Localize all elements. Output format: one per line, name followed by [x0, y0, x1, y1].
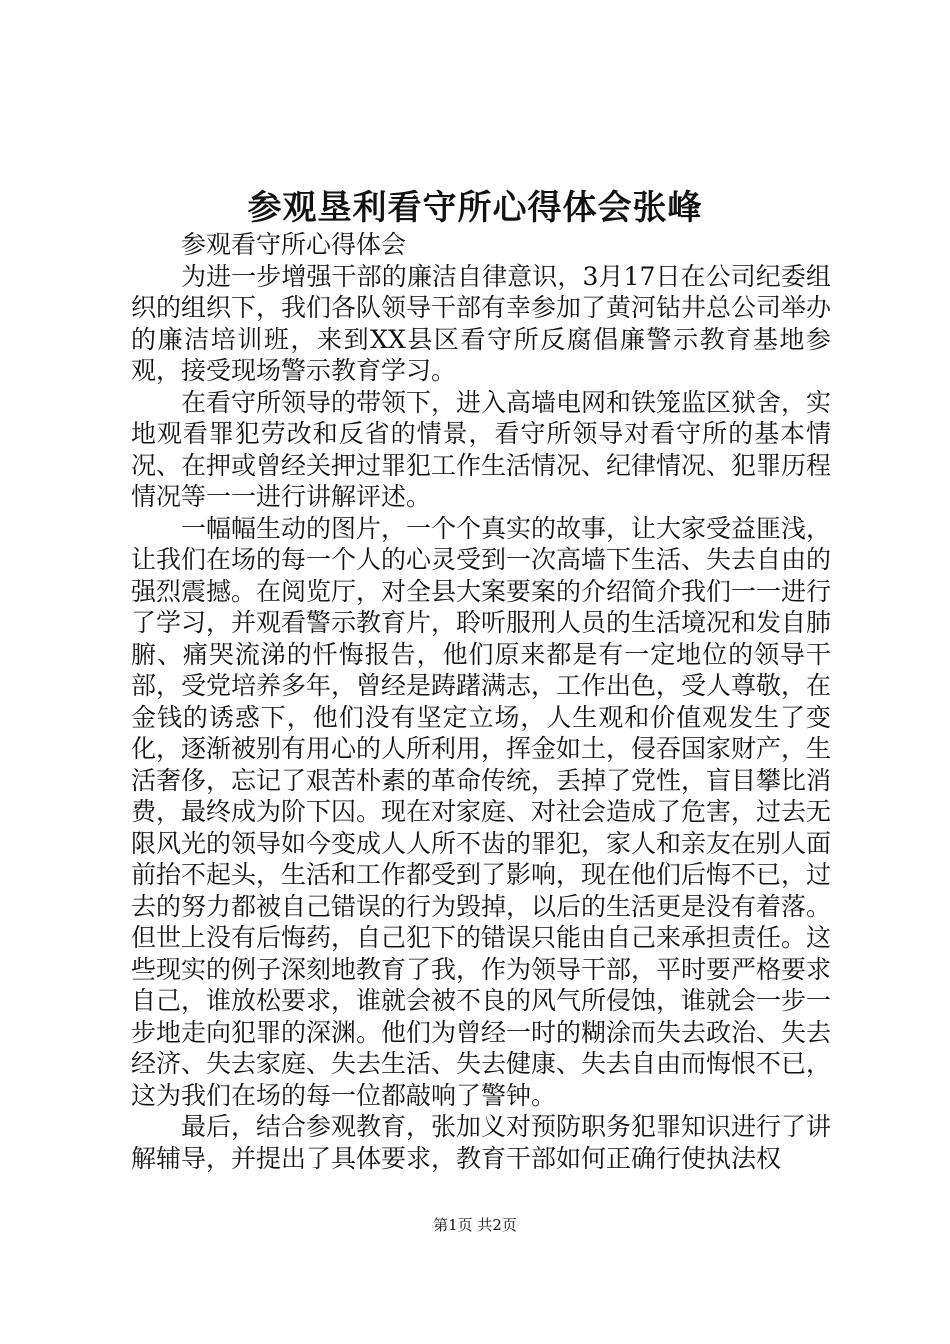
paragraph-3: 一幅幅生动的图片，一个个真实的故事，让大家受益匪浅，让我们在场的每一个人的心灵受到一次高墙下生活、失去自由的强烈震撼。在阅览厅，对全县大案要案的介绍简介我们一一进行了学习，并观看警示教育片，聆听服刑人员的生活境况和发自肺腑、痛哭流涕的忏悔报告，他们原来都是有一定地位的领导干部，受党培养多年，曾经是踌躇满志，工作出色，受人尊敬，在金钱的诱惑下，他们没有坚定立场，人生观和价值观发生了变化，逐渐被别有用心的人所利用，挥金如土，侵吞国家财产，生活奢侈，忘记了艰苦朴素的革命传统，丢掉了党性，盲目攀比消费，最终成为阶下囚。现在对家庭、对社会造成了危害，过去无限风光的领导如今变成人人所不齿的罪犯，家人和亲友在别人面前抬不起头，生活和工作都受到了影响，现在他们后悔不已，过去的努力都被自己错误的行为毁掉，以后的生活更是没有着落。但世上没有后悔药，自己犯下的错误只能由自己来承担责任。这些现实的例子深刻地教育了我，作为领导干部，平时要严格要求自己，谁放松要求，谁就会被不良的风气所侵蚀，谁就会一步一步地走向犯罪的深渊。他们为曾经一时的糊涂而失去政治、失去经济、失去家庭、失去生活、失去健康、失去自由而悔恨不已，这为我们在场的每一位都敲响了警钟。 [131, 513, 832, 1110]
document-title: 参观垦利看守所心得体会张峰 [247, 188, 703, 228]
paragraph-4: 最后，结合参观教育，张加义对预防职务犯罪知识进行了讲解辅导，并提出了具体要求，教育干部如何正确行使执法权 [131, 1112, 832, 1173]
paragraph-2: 在看守所领导的带领下，进入高墙电网和铁笼监区狱舍，实地观看罪犯劳改和反省的情景，看守所领导对看守所的基本情况、在押或曾经关押过罪犯工作生活情况、纪律情况、犯罪历程情况等一一进行讲解评述。 [131, 387, 832, 511]
page-footer: 第1页 共2页 [433, 1216, 517, 1234]
paragraph-subtitle: 参观看守所心得体会 [181, 230, 407, 259]
paragraph-1: 为进一步增强干部的廉洁自律意识，3月17日在公司纪委组织的组织下，我们各队领导干部有幸参加了黄河钻井总公司举办的廉洁培训班，来到XX县区看守所反腐倡廉警示教育基地参观，接受现场警示教育学习。 [131, 261, 832, 385]
document-body [131, 229, 831, 1174]
